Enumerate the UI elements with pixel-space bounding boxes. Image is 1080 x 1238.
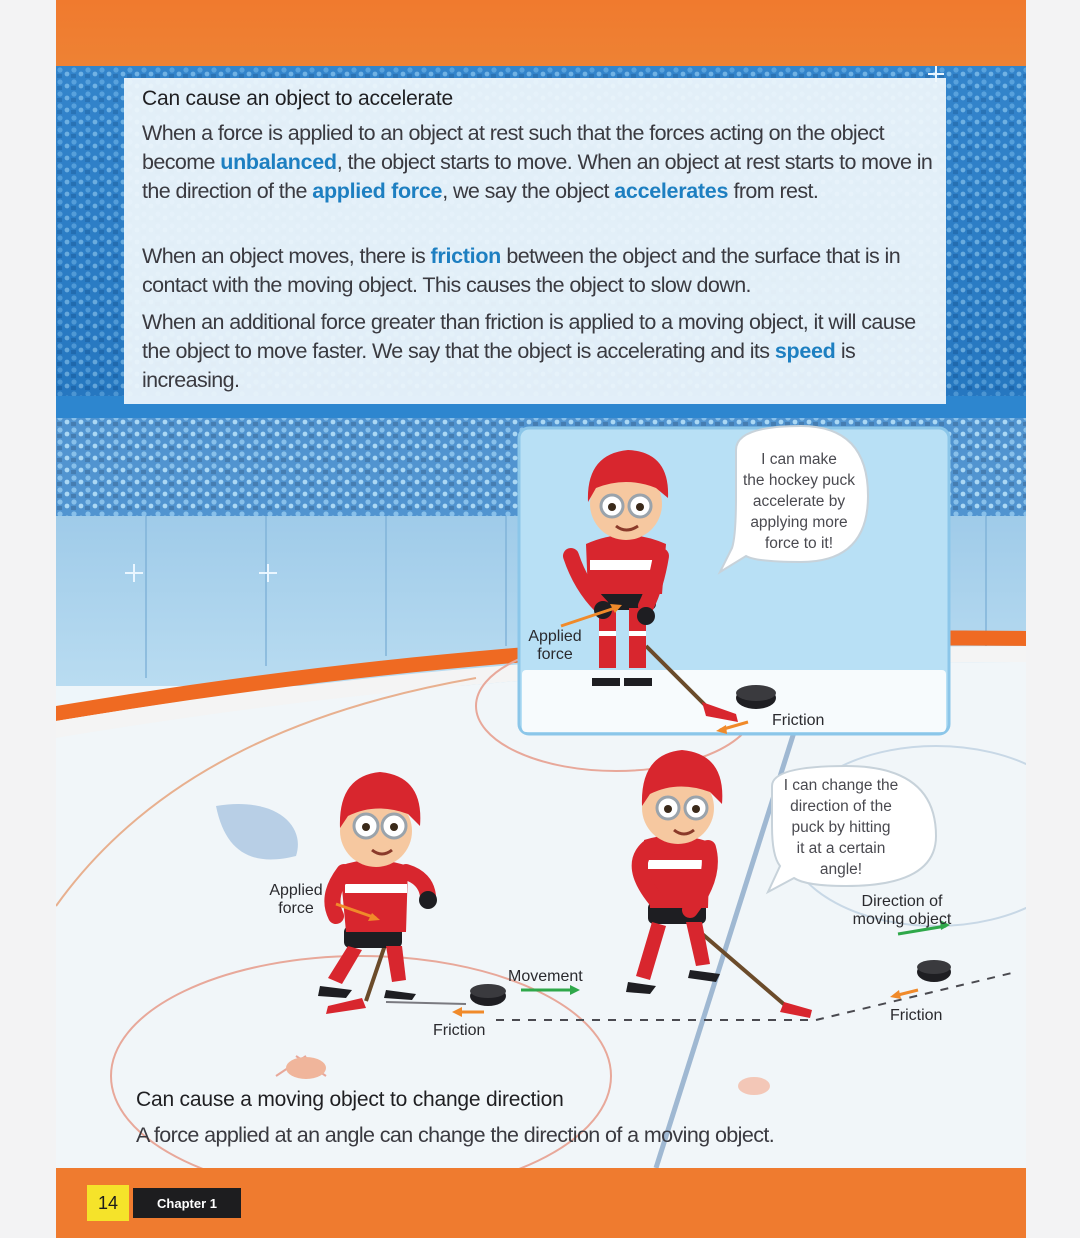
- textbook-page: [56, 0, 1026, 1238]
- inset-friction-label: Friction: [772, 712, 825, 729]
- right-bubble-line-1: I can change the: [783, 777, 899, 794]
- keyword-applied-force: applied force: [312, 178, 443, 203]
- inset-applied-label-line-1: Applied: [528, 628, 582, 645]
- right-speech-bubble: [766, 775, 916, 880]
- keyword-friction: friction: [430, 244, 501, 268]
- direction-label: [840, 893, 964, 929]
- p1-text-1: When a force is applied to an object at rest such that the forces acting on the object become: [142, 121, 884, 174]
- accelerate-text-panel: [124, 78, 946, 404]
- right-bubble-line-5: angle!: [819, 861, 863, 878]
- left-friction-label: Friction: [433, 1022, 486, 1039]
- p3-text-2: is increasing.: [142, 338, 856, 392]
- page-number: 14: [87, 1185, 129, 1221]
- left-applied-label-line-1: Applied: [269, 882, 323, 899]
- right-bubble-line-3: puck by hitting: [791, 819, 891, 836]
- keyword-accelerates: accelerates: [614, 178, 729, 203]
- p3-text-1: When an additional force greater than friction is applied to a moving object, it will cause the object to move faster. We say that the object is accelerating and its: [142, 310, 916, 363]
- accelerate-paragraph-1: [142, 119, 942, 205]
- inset-applied-force-label: [520, 628, 590, 664]
- p1-text-3: , we say the object: [442, 178, 615, 203]
- right-bubble-line-4: it at a certain: [796, 840, 886, 857]
- accelerate-paragraph-2: [142, 242, 942, 300]
- inset-bubble-line-3: accelerate by: [752, 493, 846, 510]
- direction-label-line-1: Direction of: [861, 893, 943, 910]
- p2-text-2: between the object and the surface that is in contact with the moving object. This causes the object to slow down.: [142, 244, 901, 297]
- direction-label-line-2: moving object: [852, 911, 952, 928]
- p1-text-4: from rest.: [728, 178, 819, 203]
- inset-bubble-line-4: applying more: [750, 514, 848, 531]
- movement-label: Movement: [508, 968, 583, 985]
- inset-applied-label-line-2: force: [537, 646, 573, 663]
- direction-body: A force applied at an angle can change the direction of a moving object.: [136, 1123, 775, 1147]
- p1-text-2: , the object starts to move. When an object at rest starts to move in the direction of the: [142, 149, 933, 203]
- right-friction-label: Friction: [890, 1007, 943, 1024]
- chapter-tag: Chapter 1: [133, 1188, 241, 1218]
- inset-bubble-line-5: force to it!: [764, 535, 834, 552]
- accelerate-heading: Can cause an object to accelerate: [142, 87, 453, 110]
- left-applied-force-label: [260, 882, 332, 918]
- direction-heading: Can cause a moving object to change direction: [136, 1088, 564, 1111]
- keyword-speed: speed: [774, 338, 836, 363]
- left-applied-label-line-2: force: [278, 900, 314, 917]
- p2-text-1: When an object moves, there is: [142, 244, 431, 268]
- inset-speech-bubble: [724, 449, 874, 554]
- keyword-unbalanced: unbalanced: [220, 149, 337, 174]
- right-bubble-line-2: direction of the: [790, 798, 892, 815]
- inset-bubble-line-1: I can make: [761, 451, 837, 468]
- accelerate-paragraph-3: [142, 308, 942, 394]
- inset-bubble-line-2: the hockey puck: [742, 472, 855, 489]
- top-orange-band: [56, 0, 1026, 66]
